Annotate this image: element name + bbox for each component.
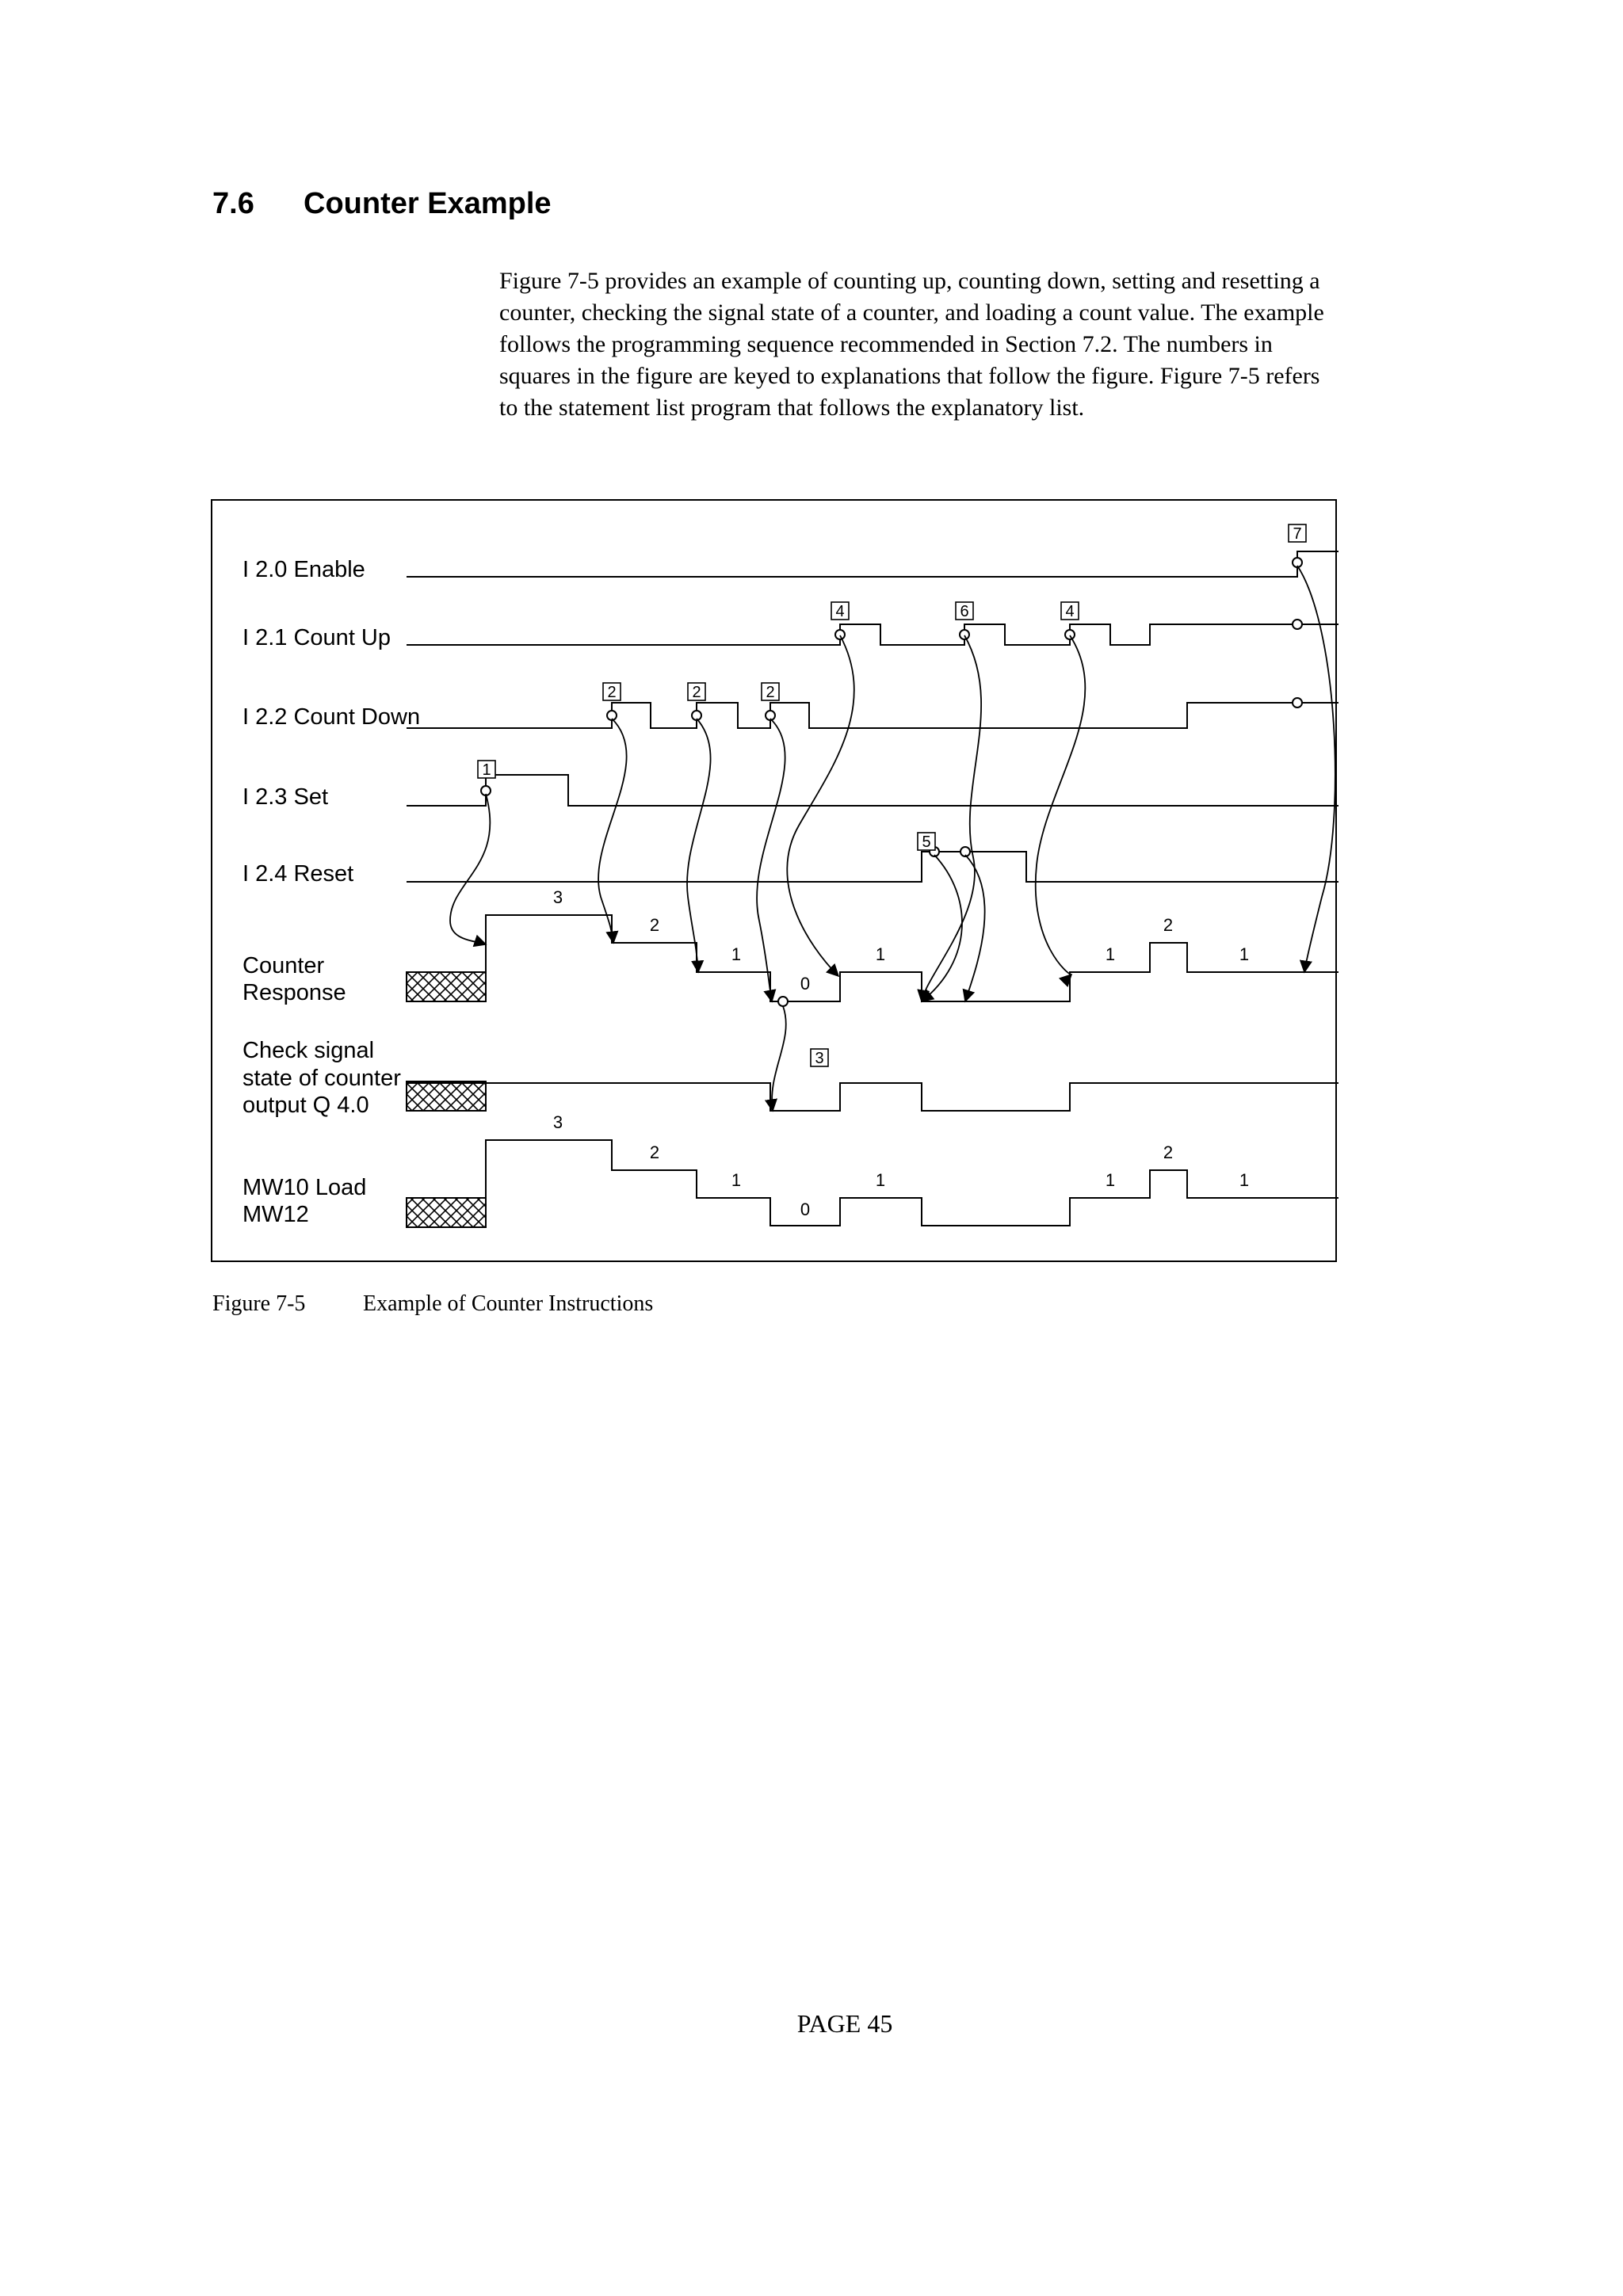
counter-value-3: 1 — [731, 944, 742, 964]
svg-text:4: 4 — [835, 603, 845, 620]
signal-label-load-line-1: MW10 Load — [242, 1175, 367, 1200]
counter-value-6: 1 — [1105, 944, 1116, 964]
signal-label-enable-line-1: I 2.0 Enable — [242, 557, 365, 582]
signal-labels — [242, 557, 420, 1227]
count-up-waveform — [407, 624, 1338, 645]
counter-value-4: 0 — [800, 974, 811, 994]
load-value-labels — [553, 1112, 1249, 1219]
timing-diagram — [212, 501, 1338, 1264]
counter-value-8: 1 — [1239, 944, 1250, 964]
signal-label-check-line-2: state of counter — [242, 1066, 401, 1091]
load-value-7: 2 — [1163, 1142, 1174, 1162]
signal-label-check-line-3: output Q 4.0 — [242, 1093, 369, 1118]
signal-label-count_up-line-1: I 2.1 Count Up — [242, 625, 391, 650]
section-number: 7.6 — [212, 187, 254, 220]
load-value-5: 1 — [875, 1170, 886, 1190]
figure-caption — [212, 1291, 653, 1317]
enable-waveform — [407, 551, 1338, 577]
marker-square-7 — [956, 602, 973, 620]
svg-text:1: 1 — [482, 761, 491, 779]
signal-label-set-line-1: I 2.3 Set — [242, 784, 329, 810]
load-value-3: 1 — [731, 1170, 742, 1190]
signal-label-reset-line-1: I 2.4 Reset — [242, 861, 354, 887]
load-value-4: 0 — [800, 1199, 811, 1219]
load-value-1: 3 — [552, 1112, 563, 1132]
svg-text:2: 2 — [607, 684, 617, 701]
marker-square-1 — [478, 761, 495, 779]
check-undefined-hatch — [407, 1081, 486, 1111]
svg-text:2: 2 — [692, 684, 701, 701]
timing-diagram-frame — [211, 499, 1337, 1262]
marker-square-4 — [762, 683, 779, 701]
marker-square-3 — [688, 683, 705, 701]
svg-text:7: 7 — [1293, 525, 1302, 543]
section-heading — [212, 187, 552, 221]
marker-square-8 — [1061, 602, 1079, 620]
counter-undefined-hatch — [407, 972, 486, 1001]
intro-paragraph: Figure 7-5 provides an example of counting up, counting down, setting and resetting a counter, checking the signal state of a counter, and loading a count value. The example follows the programming sequence recommended in Section 7.2. The numbers in squares in the figure are keyed to explanations that follow the figure. Figure 7-5 refers to the statement list program that follows the explanatory list. — [499, 268, 1324, 421]
counter-value-5: 1 — [875, 944, 886, 964]
load-value-6: 1 — [1105, 1170, 1116, 1190]
svg-text:3: 3 — [815, 1050, 824, 1067]
marker-square-5 — [811, 1049, 828, 1067]
marker-square-6 — [831, 602, 849, 620]
check-signal-waveform — [407, 1083, 1338, 1111]
marker-square-2 — [603, 683, 621, 701]
numbered-markers — [478, 524, 1306, 1067]
counter-response-waveform — [486, 915, 1338, 1001]
load-value-8: 1 — [1239, 1170, 1250, 1190]
signal-label-counter-line-2: Response — [242, 980, 346, 1005]
page-number: PAGE 45 — [796, 2009, 893, 2038]
section-title: Counter Example — [304, 187, 552, 220]
counter-value-2: 2 — [649, 915, 660, 935]
svg-text:5: 5 — [922, 833, 931, 851]
load-waveform — [486, 1140, 1338, 1226]
figure-number: Figure 7-5 — [212, 1291, 306, 1316]
marker-square-9 — [918, 833, 935, 851]
signal-label-check-line-1: Check signal — [242, 1038, 375, 1063]
set-waveform — [407, 775, 1338, 806]
counter-value-1: 3 — [552, 887, 563, 907]
signal-label-count_down-line-1: I 2.2 Count Down — [242, 704, 421, 730]
counter-value-labels — [553, 887, 1249, 994]
load-value-2: 2 — [649, 1142, 660, 1162]
reset-waveform — [407, 852, 1338, 882]
svg-text:4: 4 — [1065, 603, 1075, 620]
load-undefined-hatch — [407, 1198, 486, 1227]
figure-caption-text: Example of Counter Instructions — [363, 1291, 654, 1316]
svg-text:2: 2 — [766, 684, 775, 701]
signal-label-load-line-2: MW12 — [242, 1202, 309, 1227]
signal-label-counter-line-1: Counter — [242, 953, 325, 978]
marker-square-10 — [1289, 524, 1306, 543]
svg-text:6: 6 — [960, 603, 969, 620]
causal-arrows — [450, 566, 1335, 1111]
counter-value-7: 2 — [1163, 915, 1174, 935]
count-down-waveform — [407, 703, 1338, 728]
